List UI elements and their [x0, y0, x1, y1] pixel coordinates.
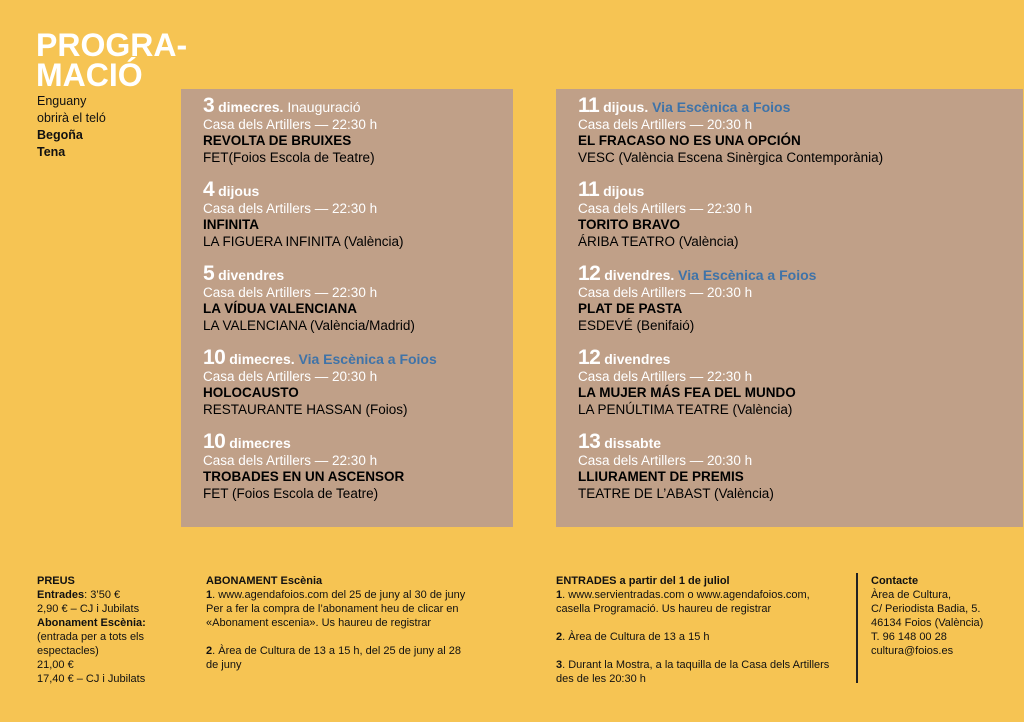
event-item: [578, 430, 774, 502]
page-title: [36, 27, 188, 93]
event-day: 11: [578, 94, 600, 117]
event-venue: Casa dels Artillers — 22:30 h: [203, 452, 378, 468]
entrades-item-2-text: . Àrea de Cultura de 13 a 15 h: [562, 631, 710, 643]
prices-abonament-value-2: 17,40 € – CJ i Jubilats: [37, 673, 146, 685]
page-title-line-1: PROGRA-: [36, 27, 188, 63]
entrades-item-3-text: . Durant la Mostra, a la taquilla de la Casa dels Artillers des de les 20:30 h: [556, 659, 830, 685]
prices-abonament-value: 21,00 €: [37, 659, 74, 671]
event-item: [578, 94, 884, 166]
event-company: ÁRIBA TEATRO (València): [578, 233, 739, 249]
event-weekday: dimecres.: [225, 351, 295, 367]
event-show-title: REVOLTA DE BRUIXES: [203, 133, 352, 148]
event-day: 5: [203, 262, 215, 285]
intro-text: [37, 93, 106, 161]
prices-heading: PREUS: [37, 575, 75, 587]
contact-line-3: 46134 Foios (València): [871, 617, 984, 629]
abonament-section: [206, 574, 474, 672]
event-tag: Via Escènica a Foios: [648, 99, 791, 115]
event-venue: Casa dels Artillers — 22:30 h: [203, 200, 378, 216]
divider: [856, 573, 858, 683]
contact-section: [871, 574, 1011, 658]
event-weekday: divendres.: [600, 267, 675, 283]
abonament-heading: ABONAMENT Escènia: [206, 575, 323, 587]
abonament-item-2-text: . Àrea de Cultura de 13 a 15 h, del 25 de juny al 28 de juny: [206, 645, 462, 671]
entrades-heading: ENTRADES a partir del 1 de juliol: [556, 575, 730, 587]
schedule-panel-left: [181, 89, 513, 527]
event-company: LA FIGUERA INFINITA (València): [203, 233, 404, 249]
event-item: [203, 178, 404, 250]
intro-host-first-name: Begoña: [37, 128, 83, 142]
event-company: FET(Foios Escola de Teatre): [203, 149, 375, 165]
event-venue: Casa dels Artillers — 20:30 h: [578, 284, 753, 300]
intro-host-last-name: Tena: [37, 145, 66, 159]
event-tag: Via Escènica a Foios: [674, 267, 817, 283]
event-note: Inauguració: [283, 99, 361, 115]
event-day: 12: [578, 262, 601, 285]
abonament-item-2-num: 2: [206, 645, 213, 657]
event-show-title: TORITO BRAVO: [578, 217, 681, 232]
prices-entrades-value: : 3’50 €: [84, 589, 121, 601]
contact-email: cultura@foios.es: [871, 645, 954, 657]
event-item: [203, 346, 437, 418]
event-day: 3: [203, 94, 215, 117]
event-show-title: LA MUJER MÁS FEA DEL MUNDO: [578, 385, 796, 400]
event-company: RESTAURANTE HASSAN (Foios): [203, 401, 408, 417]
intro-line-1: Enguany: [37, 94, 87, 108]
abonament-item-1-num: 1: [206, 589, 213, 601]
event-item: [578, 178, 753, 250]
event-show-title: PLAT DE PASTA: [578, 301, 683, 316]
event-weekday: dimecres: [225, 435, 291, 451]
event-day: 12: [578, 346, 601, 369]
contact-line-1: Àrea de Cultura,: [871, 589, 952, 601]
event-show-title: EL FRACASO NO ES UNA OPCIÓN: [578, 133, 801, 148]
intro-line-3: [37, 127, 106, 144]
event-venue: Casa dels Artillers — 20:30 h: [578, 116, 753, 132]
entrades-item-2-num: 2: [556, 631, 563, 643]
prices-abonament-label: Abonament Escènia:: [37, 617, 146, 629]
event-item: [203, 94, 378, 166]
event-venue: Casa dels Artillers — 20:30 h: [203, 368, 378, 384]
contact-phone: T. 96 148 00 28: [871, 631, 947, 643]
page-title-line-2: MACIÓ: [36, 57, 143, 93]
entrades-item-1-text: . www.servientradas.com o www.agendafoios.com, casella Programació. Us haureu de registrar: [556, 589, 810, 615]
event-weekday: dissabte: [600, 435, 662, 451]
prices-abonament-note: (entrada per a tots els espectacles): [37, 631, 145, 657]
schedule-panel-right: [556, 89, 1023, 527]
event-tag: Via Escènica a Foios: [294, 351, 437, 367]
intro-line-4: [37, 144, 106, 161]
event-item: [203, 430, 405, 502]
event-day: 11: [578, 178, 600, 201]
event-item: [578, 262, 817, 334]
contact-heading: Contacte: [871, 575, 919, 587]
event-day: 10: [203, 346, 226, 369]
event-item: [203, 262, 415, 334]
event-venue: Casa dels Artillers — 20:30 h: [578, 452, 753, 468]
event-weekday: dijous.: [599, 99, 649, 115]
event-weekday: dimecres.: [214, 99, 284, 115]
event-item: [578, 346, 796, 418]
event-company: ESDEVÉ (Benifaió): [578, 317, 695, 333]
event-company: LA VALENCIANA (València/Madrid): [203, 317, 415, 333]
event-venue: Casa dels Artillers — 22:30 h: [203, 116, 378, 132]
event-company: LA PENÚLTIMA TEATRE (València): [578, 401, 793, 417]
event-weekday: divendres: [214, 267, 285, 283]
event-company: TEATRE DE L’ABAST (València): [578, 485, 774, 501]
event-show-title: HOLOCAUSTO: [203, 385, 299, 400]
prices-section: [37, 574, 167, 686]
entrades-section: [556, 574, 838, 686]
entrades-item-1-num: 1: [556, 589, 563, 601]
event-day: 13: [578, 430, 601, 453]
event-venue: Casa dels Artillers — 22:30 h: [203, 284, 378, 300]
event-venue: Casa dels Artillers — 22:30 h: [578, 368, 753, 384]
event-weekday: dijous: [599, 183, 645, 199]
prices-entrades-value-2: 2,90 € – CJ i Jubilats: [37, 603, 140, 615]
event-venue: Casa dels Artillers — 22:30 h: [578, 200, 753, 216]
intro-line-2: obrirà el teló: [37, 111, 106, 125]
contact-line-2: C/ Periodista Badia, 5.: [871, 603, 981, 615]
event-show-title: INFINITA: [203, 217, 259, 232]
entrades-item-3-num: 3: [556, 659, 563, 671]
event-show-title: LA VÍDUA VALENCIANA: [203, 301, 357, 316]
event-weekday: divendres: [600, 351, 671, 367]
event-day: 10: [203, 430, 226, 453]
event-show-title: LLIURAMENT DE PREMIS: [578, 469, 744, 484]
event-show-title: TROBADES EN UN ASCENSOR: [203, 469, 405, 484]
event-weekday: dijous: [214, 183, 260, 199]
prices-entrades-label: Entrades: [37, 589, 85, 601]
abonament-item-1-text: . www.agendafoios.com del 25 de juny al 30 de juny Per a fer la compra de l’abonament heu de clicar en «Abonament escenia». Us haureu de registrar: [206, 589, 466, 629]
event-company: FET (Foios Escola de Teatre): [203, 485, 379, 501]
event-company: VESC (València Escena Sinèrgica Contemporània): [578, 149, 884, 165]
event-day: 4: [203, 178, 215, 201]
